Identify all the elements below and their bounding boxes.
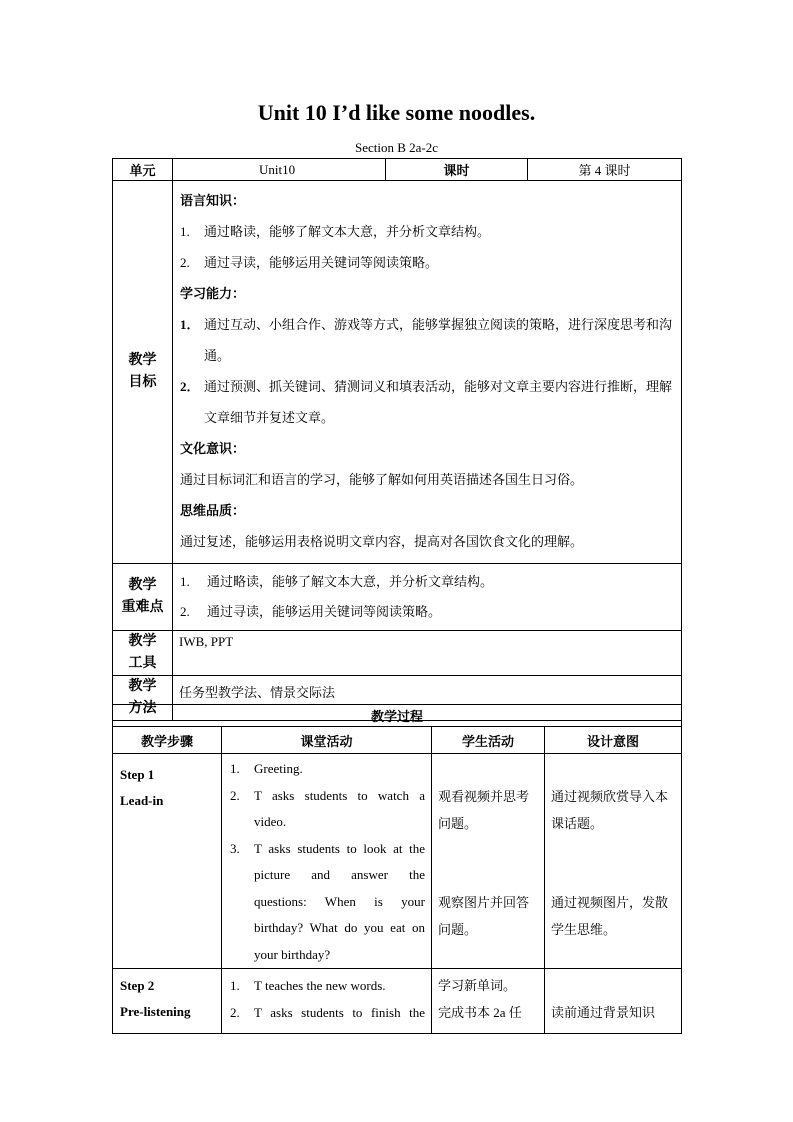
culture-text: 通过目标词汇和语言的学习，能够了解如何用英语描述各国生日习俗。: [180, 472, 584, 487]
activity-item: 1. T teaches the new words.: [230, 978, 386, 993]
ability-heading: 学习能力：: [180, 286, 246, 301]
activity-item: 1. Greeting.: [230, 761, 303, 776]
language-heading: 语言知识：: [180, 193, 246, 208]
key-points-row: [113, 564, 682, 631]
column-header: 课堂活动: [222, 727, 432, 754]
step-1-name: Step 1 Lead-in: [113, 754, 222, 969]
process-heading-row: [113, 705, 682, 727]
document-subtitle: Section B 2a-2c: [354, 140, 439, 155]
key-point-item: 2. 通过寻读，能够运用关键词等阅读策略。: [180, 604, 442, 619]
period-label: 课时: [386, 159, 528, 181]
key-points-content: [173, 564, 682, 631]
step-2-row: [113, 969, 682, 1034]
tools-value: IWB, PPT: [173, 631, 682, 676]
activity-item: 3. T asks students to look at the picture and answer the questions: When is your birthday? What do you eat on your birthday?: [230, 840, 425, 962]
thinking-heading: 思维品质：: [180, 503, 246, 518]
process-heading: 教学过程: [113, 705, 682, 727]
step-1-activities: [222, 754, 432, 969]
objectives-label: 教学 目标: [113, 181, 173, 564]
language-item: 2. 通过寻读，能够运用关键词等阅读策略。: [180, 255, 439, 270]
step-2-student-activity: 学习新单词。 完成书本 2a 任: [432, 969, 545, 1034]
tools-label: 教学 工具: [113, 631, 173, 676]
step-2-name: Step 2 Pre-listening: [113, 969, 222, 1034]
activity-item: 2. T asks students to finish the: [230, 1005, 425, 1020]
step-1-student-activity: 观看视频并思考问题。 观察图片并回答问题。: [432, 754, 545, 969]
objectives-content: [173, 181, 682, 564]
methods-label: 教学 方法: [113, 676, 173, 721]
step-1-design-intent: 通过视频欣赏导入本课话题。 通过视频图片，发散学生思维。: [545, 754, 682, 969]
culture-heading: 文化意识：: [180, 441, 246, 456]
process-table: [112, 704, 682, 1034]
unit-label: 单元: [113, 159, 173, 181]
methods-value: 任务型教学法、情景交际法: [173, 676, 682, 721]
step-2-activities: [222, 969, 432, 1034]
column-header: 学生活动: [432, 727, 545, 754]
column-header: 设计意图: [545, 727, 682, 754]
objectives-row: [113, 181, 682, 564]
ability-item: 1． 通过互动、小组合作、游戏等方式，能够掌握独立阅读的策略，进行深度思考和沟通。: [180, 317, 673, 363]
column-header: 教学步骤: [113, 727, 222, 754]
key-points-label: 教学 重难点: [113, 564, 173, 631]
document-title: Unit 10 I’d like some noodles.: [257, 100, 536, 125]
lesson-plan-table: [112, 158, 682, 721]
step-1-row: [113, 754, 682, 969]
language-item: 1. 通过略读，能够了解文本大意，并分析文章结构。: [180, 224, 491, 239]
period-value: 第 4 课时: [528, 159, 682, 181]
unit-row: [113, 159, 682, 181]
process-columns-row: [113, 727, 682, 754]
unit-value: Unit10: [173, 159, 386, 181]
ability-item: 2． 通过预测、抓关键词、猜测词义和填表活动，能够对文章主要内容进行推断，理解文章细节并复述文章。: [180, 379, 673, 425]
key-point-item: 1. 通过略读，能够了解文本大意，并分析文章结构。: [180, 574, 494, 589]
activity-item: 2. T asks students to watch a video.: [230, 787, 425, 829]
tools-row: [113, 631, 682, 676]
step-2-design-intent: 读前通过背景知识: [545, 969, 682, 1034]
thinking-text: 通过复述，能够运用表格说明文章内容，提高对各国饮食文化的理解。: [180, 534, 584, 549]
